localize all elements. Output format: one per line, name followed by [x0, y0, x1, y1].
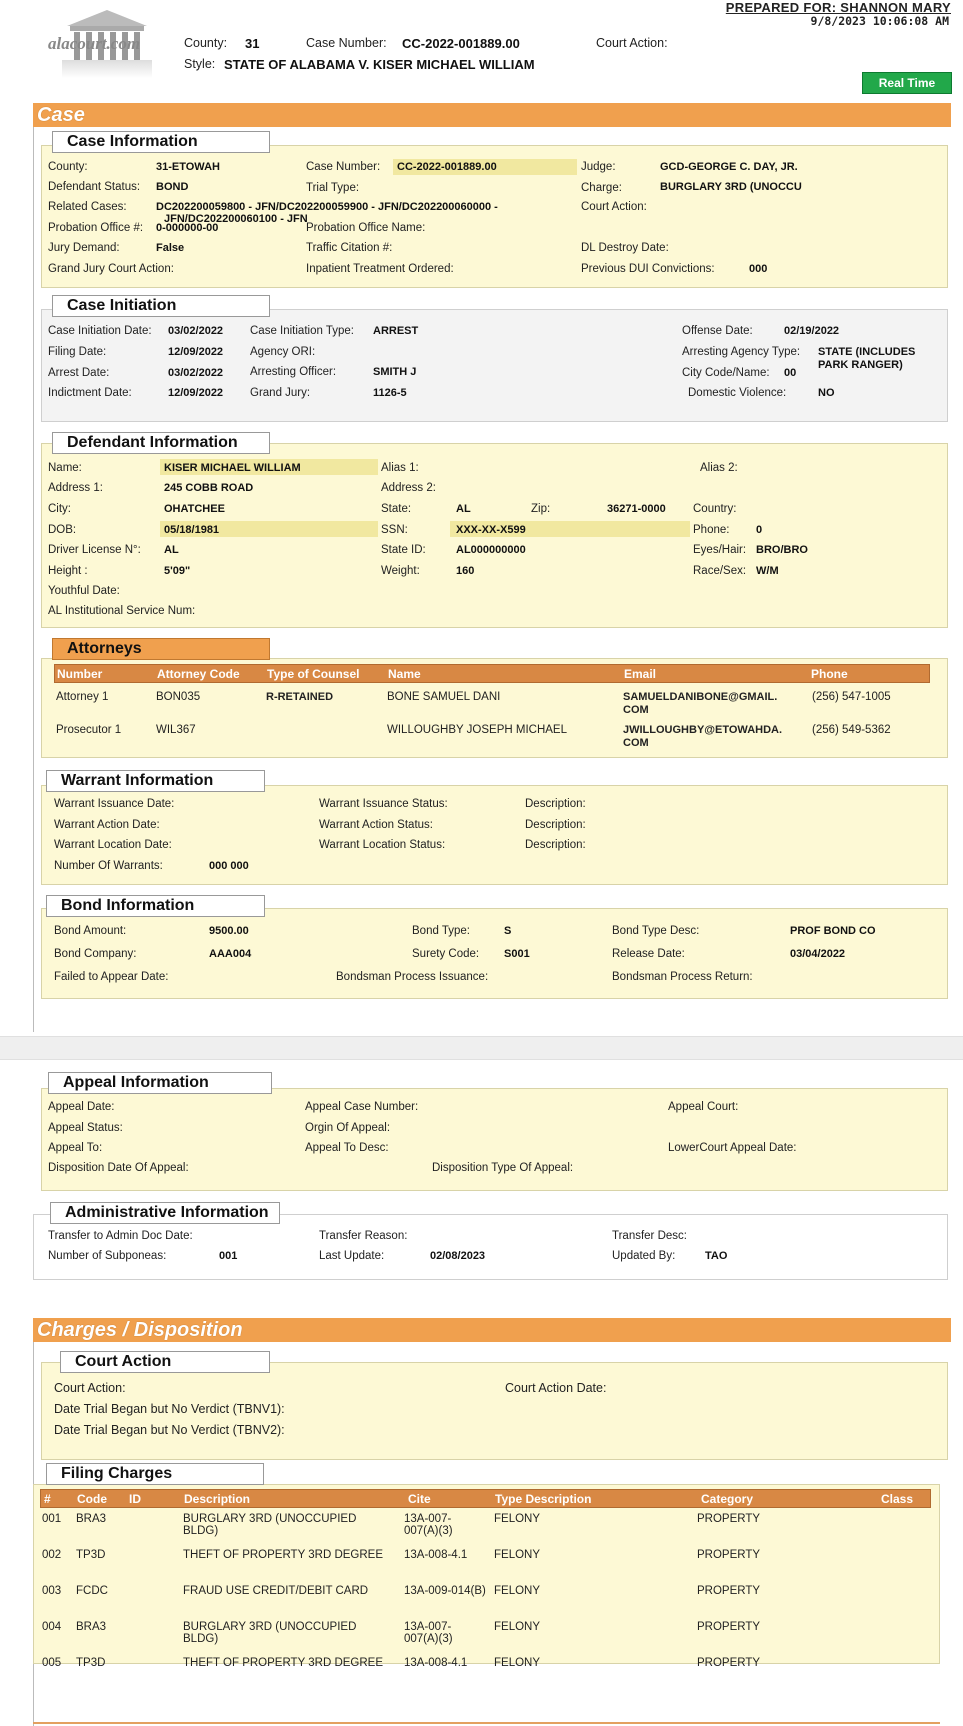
charge-number: 005	[42, 1657, 62, 1669]
value-last-update: 02/08/2023	[430, 1250, 486, 1262]
label-appeal-status: Appeal Status:	[48, 1122, 123, 1134]
defendant-information-title: Defendant Information	[52, 432, 270, 454]
col-class: Class	[881, 1492, 914, 1506]
header-case-number-label: Case Number:	[306, 36, 387, 50]
charge-cite: 13A-007-	[404, 1513, 452, 1525]
bottom-rule	[33, 1722, 940, 1724]
label-name: Name:	[48, 462, 82, 474]
charge-description: THEFT OF PROPERTY 3RD DEGREE	[183, 1657, 384, 1669]
value-county: 31-ETOWAH	[156, 161, 220, 173]
report-datetime: 9/8/2023 10:06:08 AM	[810, 14, 949, 28]
charge-cite: 13A-007-	[404, 1621, 452, 1633]
label-judge: Judge:	[581, 161, 616, 173]
attorney-type: R-RETAINED	[266, 691, 334, 703]
attorney-phone: (256) 549-5362	[812, 724, 891, 736]
charge-type: FELONY	[494, 1513, 541, 1525]
label-dob: DOB:	[48, 524, 77, 536]
col-number: #	[44, 1492, 51, 1506]
label-indictment-date: Indictment Date:	[48, 387, 132, 399]
charges-table-header	[40, 1489, 931, 1508]
filing-charges-title: Filing Charges	[46, 1463, 264, 1485]
value-city-code: 00	[784, 367, 797, 379]
col-number: Number	[57, 667, 103, 681]
value-name: KISER MICHAEL WILLIAM	[164, 462, 301, 474]
value-address-1: 245 COBB ROAD	[164, 482, 254, 494]
label-city-code: City Code/Name:	[682, 367, 770, 379]
label-release-date: Release Date:	[612, 948, 685, 960]
label-agency-ori: Agency ORI:	[250, 346, 316, 358]
label-updated-by: Updated By:	[612, 1250, 676, 1262]
value-grand-jury: 1126-5	[373, 387, 407, 399]
value-ssn: XXX-XX-X599	[456, 524, 526, 536]
value-state-id: AL000000000	[456, 544, 526, 556]
value-initiation-date: 03/02/2022	[168, 325, 224, 337]
label-dui-convictions: Previous DUI Convictions:	[581, 263, 715, 275]
label-surety-code: Surety Code:	[412, 948, 480, 960]
label-appeal-to: Appeal To:	[48, 1142, 103, 1154]
label-tbnv2: Date Trial Began but No Verdict (TBNV2):	[54, 1423, 285, 1437]
label-number-of-warrants: Number Of Warrants:	[54, 860, 163, 872]
label-description-3: Description:	[525, 839, 586, 851]
col-category: Category	[701, 1492, 754, 1506]
label-height: Height :	[48, 565, 88, 577]
prepared-for: PREPARED FOR: SHANNON MARY	[725, 0, 951, 15]
label-number-of-subpoenas: Number of Subponeas:	[48, 1250, 167, 1262]
label-tbnv1: Date Trial Began but No Verdict (TBNV1):	[54, 1402, 285, 1416]
value-jury-demand: False	[156, 242, 185, 254]
charge-type: FELONY	[494, 1549, 541, 1561]
charge-number: 004	[42, 1621, 62, 1633]
label-jury-demand: Jury Demand:	[48, 242, 120, 254]
label-origin-of-appeal: Orgin Of Appeal:	[305, 1122, 391, 1134]
value-arrest-date: 03/02/2022	[168, 367, 224, 379]
label-failed-to-appear: Failed to Appear Date:	[54, 971, 169, 983]
value-number-of-warrants: 000 000	[209, 860, 249, 872]
label-alias-2: Alias 2:	[700, 462, 738, 474]
charge-type: FELONY	[494, 1585, 541, 1597]
charge-description: THEFT OF PROPERTY 3RD DEGREE	[183, 1549, 384, 1561]
appeal-information-title: Appeal Information	[48, 1072, 272, 1094]
header-court-action-label: Court Action:	[596, 36, 668, 50]
value-probation-office: 0-000000-00	[156, 222, 219, 234]
left-border	[33, 127, 34, 1032]
value-bond-amount: 9500.00	[209, 925, 249, 937]
charge-code: BRA3	[76, 1621, 107, 1633]
col-attorney-code: Attorney Code	[157, 667, 240, 681]
label-initiation-date: Case Initiation Date:	[48, 325, 152, 337]
charge-code: TP3D	[76, 1657, 106, 1669]
attorney-name: BONE SAMUEL DANI	[387, 691, 501, 703]
label-grand-jury-action: Grand Jury Court Action:	[48, 263, 174, 275]
label-bondsman-issuance: Bondsman Process Issuance:	[336, 971, 489, 983]
header-case-number-value: CC-2022-001889.00	[402, 36, 520, 51]
label-case-number: Case Number:	[306, 161, 381, 173]
label-eyes-hair: Eyes/Hair:	[693, 544, 747, 556]
header-county-value: 31	[245, 36, 260, 51]
value-related-cases-1: DC202200059800 - JFN/DC202200059900 - JFN/DC202200060000 -	[156, 201, 498, 213]
value-offense-date: 02/19/2022	[784, 325, 840, 337]
charge-code: BRA3	[76, 1513, 107, 1525]
label-alias-1: Alias 1:	[381, 462, 419, 474]
label-bond-type: Bond Type:	[412, 925, 470, 937]
label-country: Country:	[693, 503, 737, 515]
label-initiation-type: Case Initiation Type:	[250, 325, 354, 337]
section-charges-disposition: Charges / Disposition	[33, 1318, 951, 1342]
label-race-sex: Race/Sex:	[693, 565, 747, 577]
attorney-email[interactable]: SAMUELDANIBONE@GMAIL.	[623, 691, 778, 703]
charge-description-cont: BLDG)	[183, 1525, 219, 1537]
label-charge: Charge:	[581, 182, 622, 194]
label-warrant-location-date: Warrant Location Date:	[54, 839, 172, 851]
value-state: AL	[456, 503, 471, 515]
label-institutional-num: AL Institutional Service Num:	[48, 605, 196, 617]
col-name: Name	[388, 667, 421, 681]
header-style-value: STATE OF ALABAMA V. KISER MICHAEL WILLIAM	[224, 57, 535, 72]
label-disposition-type-appeal: Disposition Type Of Appeal:	[432, 1162, 574, 1174]
charge-cite-cont: 007(A)(3)	[404, 1633, 453, 1645]
col-type-description: Type Description	[495, 1492, 592, 1506]
value-agency-type-2: PARK RANGER)	[818, 359, 903, 371]
charge-code: FCDC	[76, 1585, 108, 1597]
value-phone: 0	[756, 524, 763, 536]
attorneys-table-header	[54, 664, 930, 683]
label-description-2: Description:	[525, 819, 586, 831]
warrant-information-panel	[41, 785, 948, 885]
administrative-information-title: Administrative Information	[50, 1202, 280, 1224]
charge-type: FELONY	[494, 1621, 541, 1633]
filing-charges-panel	[33, 1484, 940, 1664]
charge-code: TP3D	[76, 1549, 106, 1561]
label-warrant-action-date: Warrant Action Date:	[54, 819, 160, 831]
label-youthful-date: Youthful Date:	[48, 585, 120, 597]
label-phone: Phone:	[693, 524, 730, 536]
charge-cite: 13A-008-4.1	[404, 1657, 468, 1669]
label-transfer-desc: Transfer Desc:	[612, 1230, 687, 1242]
label-city: City:	[48, 503, 71, 515]
label-bond-type-desc: Bond Type Desc:	[612, 925, 700, 937]
label-appeal-to-desc: Appeal To Desc:	[305, 1142, 389, 1154]
real-time-button[interactable]: Real Time	[862, 72, 952, 94]
charge-description: BURGLARY 3RD (UNOCCUPIED	[183, 1513, 357, 1525]
charge-number: 001	[42, 1513, 62, 1525]
value-zip: 36271-0000	[607, 503, 666, 515]
value-charge: BURGLARY 3RD (UNOCCU	[660, 181, 802, 193]
label-disposition-date-appeal: Disposition Date Of Appeal:	[48, 1162, 189, 1174]
value-case-number: CC-2022-001889.00	[397, 161, 497, 173]
value-surety-code: S001	[504, 948, 530, 960]
charge-category: PROPERTY	[697, 1549, 761, 1561]
value-height: 5'09"	[164, 565, 191, 577]
value-bond-company: AAA004	[209, 948, 252, 960]
label-court-action: Court Action:	[581, 201, 647, 213]
label-grand-jury: Grand Jury:	[250, 387, 311, 399]
charge-category: PROPERTY	[697, 1585, 761, 1597]
label-inpatient-treatment: Inpatient Treatment Ordered:	[306, 263, 454, 275]
page-break	[0, 1036, 963, 1060]
label-offense-date: Offense Date:	[682, 325, 753, 337]
label-agency-type: Arresting Agency Type:	[682, 346, 801, 358]
attorney-phone: (256) 547-1005	[812, 691, 891, 703]
label-domestic-violence: Domestic Violence:	[688, 387, 787, 399]
charge-number: 002	[42, 1549, 62, 1561]
attorney-email[interactable]: JWILLOUGHBY@ETOWAHDA.	[623, 724, 783, 736]
alacourt-logo[interactable]: alacourt.com	[48, 34, 141, 53]
label-state-id: State ID:	[381, 544, 426, 556]
label-bondsman-return: Bondsman Process Return:	[612, 971, 753, 983]
value-updated-by: TAO	[705, 1250, 728, 1262]
value-dui-convictions: 000	[749, 263, 768, 275]
value-driver-license: AL	[164, 544, 179, 556]
label-filing-date: Filing Date:	[48, 346, 107, 358]
charge-number: 003	[42, 1585, 62, 1597]
charge-cite-cont: 007(A)(3)	[404, 1525, 453, 1537]
charge-category: PROPERTY	[697, 1513, 761, 1525]
label-traffic-citation: Traffic Citation #:	[306, 242, 393, 254]
charge-cite: 13A-008-4.1	[404, 1549, 468, 1561]
label-zip: Zip:	[531, 503, 551, 515]
attorney-code: BON035	[156, 691, 201, 703]
value-bond-type-desc: PROF BOND CO	[790, 925, 876, 937]
label-state: State:	[381, 503, 412, 515]
case-information-title: Case Information	[52, 131, 270, 153]
header-county-label: County:	[184, 36, 228, 50]
label-warrant-action-status: Warrant Action Status:	[319, 819, 433, 831]
label-description-1: Description:	[525, 798, 586, 810]
case-initiation-title: Case Initiation	[52, 295, 270, 317]
col-code: Code	[77, 1492, 107, 1506]
bond-information-title: Bond Information	[46, 895, 265, 917]
value-dob: 05/18/1981	[164, 524, 220, 536]
value-agency-type-1: STATE (INCLUDES	[818, 346, 916, 358]
label-defendant-status: Defendant Status:	[48, 181, 141, 193]
attorney-number: Prosecutor 1	[56, 724, 122, 736]
value-release-date: 03/04/2022	[790, 948, 846, 960]
label-transfer-admin-date: Transfer to Admin Doc Date:	[48, 1230, 193, 1242]
value-bond-type: S	[504, 925, 512, 937]
label-bond-amount: Bond Amount:	[54, 925, 127, 937]
label-appeal-date: Appeal Date:	[48, 1101, 115, 1113]
attorney-name: WILLOUGHBY JOSEPH MICHAEL	[387, 724, 567, 736]
col-email: Email	[624, 667, 657, 681]
label-ssn: SSN:	[381, 524, 408, 536]
value-race-sex: W/M	[756, 565, 779, 577]
charge-description: FRAUD USE CREDIT/DEBIT CARD	[183, 1585, 369, 1597]
label-county: County:	[48, 161, 88, 173]
value-number-of-subpoenas: 001	[219, 1250, 238, 1262]
label-court-action-2: Court Action:	[54, 1381, 126, 1395]
col-cite: Cite	[408, 1492, 431, 1506]
court-action-title: Court Action	[60, 1351, 270, 1373]
charge-type: FELONY	[494, 1657, 541, 1669]
col-phone: Phone	[811, 667, 848, 681]
label-address-2: Address 2:	[381, 482, 436, 494]
value-indictment-date: 12/09/2022	[168, 387, 224, 399]
label-transfer-reason: Transfer Reason:	[319, 1230, 408, 1242]
col-id: ID	[129, 1492, 141, 1506]
label-warrant-issuance-status: Warrant Issuance Status:	[319, 798, 448, 810]
charge-category: PROPERTY	[697, 1621, 761, 1633]
value-eyes-hair: BRO/BRO	[756, 544, 808, 556]
label-court-action-date: Court Action Date:	[505, 1381, 607, 1395]
label-driver-license: Driver License N°:	[48, 544, 141, 556]
label-arresting-officer: Arresting Officer:	[250, 366, 337, 378]
label-probation-office: Probation Office #:	[48, 222, 144, 234]
warrant-information-title: Warrant Information	[46, 770, 265, 792]
col-type-of-counsel: Type of Counsel	[267, 667, 360, 681]
label-weight: Weight:	[381, 565, 420, 577]
label-lower-court-appeal-date: LowerCourt Appeal Date:	[668, 1142, 797, 1154]
value-defendant-status: BOND	[156, 181, 189, 193]
charge-cite: 13A-009-014(B)	[404, 1585, 486, 1597]
attorneys-title: Attorneys	[52, 638, 270, 660]
value-arresting-officer: SMITH J	[373, 366, 417, 378]
section-case: Case	[33, 103, 951, 127]
value-city: OHATCHEE	[164, 503, 225, 515]
label-warrant-issuance-date: Warrant Issuance Date:	[54, 798, 175, 810]
label-appeal-case-number: Appeal Case Number:	[305, 1101, 419, 1113]
value-domestic-violence: NO	[818, 387, 835, 399]
header-style-label: Style:	[184, 57, 216, 71]
attorney-number: Attorney 1	[56, 691, 109, 703]
label-trial-type: Trial Type:	[306, 182, 360, 194]
charge-category: PROPERTY	[697, 1657, 761, 1669]
label-probation-office-name: Probation Office Name:	[306, 222, 426, 234]
label-appeal-court: Appeal Court:	[668, 1101, 739, 1113]
appeal-information-panel	[41, 1088, 948, 1191]
attorney-email-cont[interactable]: COM	[623, 704, 649, 716]
charge-description-cont: BLDG)	[183, 1633, 219, 1645]
label-related-cases: Related Cases:	[48, 201, 127, 213]
label-dl-destroy-date: DL Destroy Date:	[581, 242, 669, 254]
value-related-cases-2: JFN/DC202200060100 - JFN	[164, 213, 308, 225]
charge-description: BURGLARY 3RD (UNOCCUPIED	[183, 1621, 357, 1633]
value-judge: GCD-GEORGE C. DAY, JR.	[660, 161, 798, 173]
label-bond-company: Bond Company:	[54, 948, 137, 960]
label-last-update: Last Update:	[319, 1250, 385, 1262]
label-arrest-date: Arrest Date:	[48, 367, 110, 379]
value-initiation-type: ARREST	[373, 325, 419, 337]
label-address-1: Address 1:	[48, 482, 103, 494]
value-filing-date: 12/09/2022	[168, 346, 224, 358]
label-warrant-location-status: Warrant Location Status:	[319, 839, 446, 851]
value-weight: 160	[456, 565, 475, 577]
col-description: Description	[184, 1492, 251, 1506]
attorney-code: WIL367	[156, 724, 196, 736]
attorney-email-cont[interactable]: COM	[623, 737, 649, 749]
